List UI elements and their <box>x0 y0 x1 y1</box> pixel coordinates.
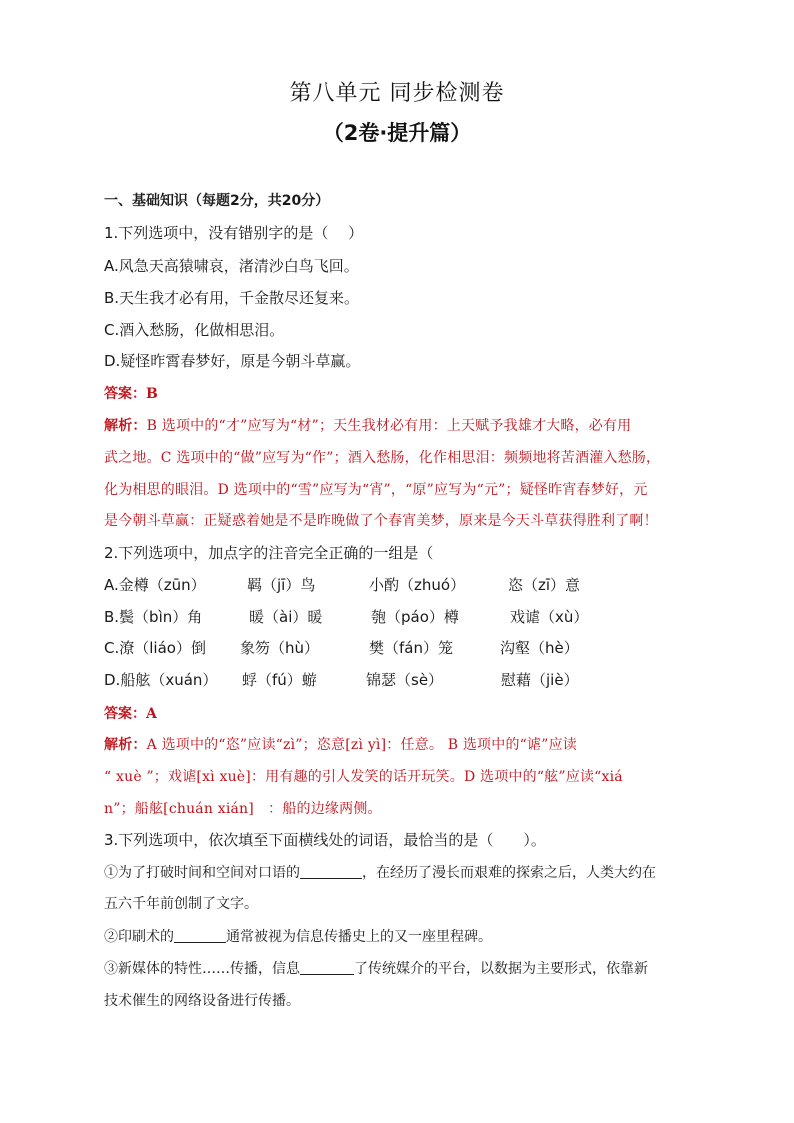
q1-stem: 1.下列选项中，没有错别字的是（ ） <box>104 224 364 242</box>
q2-option-c-item: C.潦（liáo）倒 <box>104 639 206 657</box>
q2-analysis-line: 解析：A 选项中的“恣”应读“zì”；恣意[zì yì]：任意。 B 选项中的“谑”应读 <box>104 737 577 753</box>
q3-sentence-1-cont: 五六千年前创制了文字。 <box>104 896 258 912</box>
q3-stem: 3.下列选项中，依次填至下面横线处的词语，最恰当的是（ ）。 <box>104 831 546 849</box>
q2-analysis-line: n”；船舷[chuán xián] ：船的边缘两侧。 <box>104 801 382 817</box>
q1-analysis-label: 解析： <box>104 418 147 434</box>
q3-sentence-1: ①为了打破时间和空间对口语的 ，在经历了漫长而艰难的探索之后，人类大约在 <box>104 865 656 881</box>
q2-option-b-item: B.鬓（bìn）角 <box>104 608 203 626</box>
q2-analysis-line: “ xuè ”；戏谑[xì xuè]：用有趣的引人发笑的话开玩笑。D 选项中的“舷”应读“xiá <box>104 769 623 785</box>
q2-option-c-item: 樊（fán）笼 <box>369 639 453 657</box>
document-title: 第八单元 同步检测卷 <box>289 81 505 106</box>
q2-option-a-item: A.金樽（zūn） <box>104 576 206 594</box>
q1-option-a: A.风急天高猿啸哀，渚清沙白鸟飞回。 <box>104 257 359 275</box>
q2-option-b-item: 戏谑（xù） <box>510 608 589 626</box>
q1-option-b: B.天生我才必有用，千金散尽还复来。 <box>104 289 360 307</box>
q2-option-a-item: 羁（jī）鸟 <box>247 576 316 594</box>
fill-blank <box>174 928 226 943</box>
q2-option-a-item: 恣（zī）意 <box>508 576 581 594</box>
q2-option-a-item: 小酌（zhuó） <box>369 576 466 594</box>
document-subtitle: （2卷·提升篇） <box>322 121 472 145</box>
q2-option-c-item: 象笏（hù） <box>240 639 320 657</box>
q2-option-b-item: 匏（páo）樽 <box>371 608 459 626</box>
q2-option-d-item: 锦瑟（sè） <box>366 671 444 689</box>
q2-answer: 答案：A <box>104 706 157 722</box>
q1-analysis-line: 解析：B 选项中的“才”应写为“材”；天生我材必有用：上天赋予我雄才大略，必有用 <box>104 418 632 434</box>
q3-sentence-3-cont: 技术催生的网络设备进行传播。 <box>104 993 300 1009</box>
q2-option-d-item: 蜉（fú）蝣 <box>242 671 317 689</box>
q2-analysis-label: 解析： <box>104 737 147 753</box>
q3-sentence-2: ②印刷术的 通常被视为信息传播史上的又一座里程碑。 <box>104 929 492 945</box>
q2-option-d-item: D.船舷（xuán） <box>104 671 218 689</box>
q1-option-d: D.疑怪昨霄春梦好，原是今朝斗草赢。 <box>104 352 361 370</box>
q1-analysis-line: 是今朝斗草赢：正疑惑着她是不是昨晚做了个春宵美梦，原来是今天斗草获得胜利了啊！ <box>104 513 658 529</box>
q1-option-c: C.酒入愁肠，化做相思泪。 <box>104 321 285 339</box>
q1-analysis-line: 武之地。C 选项中的“做”应写为“作”；酒入愁肠，化作相思泪：频频地将苦酒灌入愁肠， <box>104 450 661 466</box>
section-heading: 一、基础知识（每题2分，共20分） <box>104 193 330 209</box>
q2-stem: 2.下列选项中，加点字的注音完全正确的一组是（ <box>104 544 434 562</box>
q1-analysis-line: 化为相思的眼泪。D 选项中的“雪”应写为“宵”，“原”应写为“元”；疑怪昨宵春梦好，元 <box>104 482 648 498</box>
q3-sentence-3: ③新媒体的特性……传播，信息 了传统媒介的平台，以数据为主要形式，依靠新 <box>104 961 648 977</box>
q2-option-b-item: 暖（ài）暖 <box>249 608 323 626</box>
q1-answer: 答案：B <box>104 386 158 402</box>
q2-option-d-item: 慰藉（jiè） <box>501 671 579 689</box>
q2-option-c-item: 沟壑（hè） <box>500 639 579 657</box>
fill-blank <box>300 864 362 879</box>
fill-blank <box>300 960 354 975</box>
